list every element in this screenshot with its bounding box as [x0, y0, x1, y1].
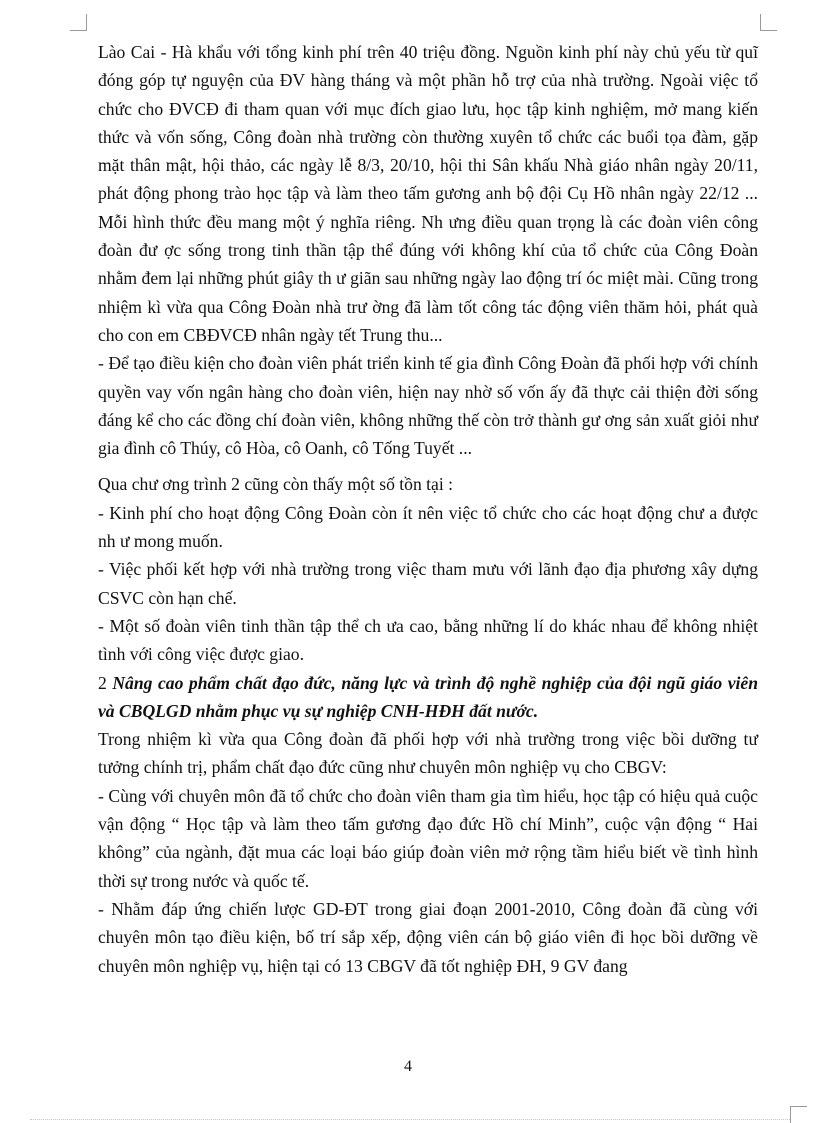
page-bottom-border	[30, 1119, 790, 1120]
list-item-campaign: - Cùng với chuyên môn đã tổ chức cho đoàn viên tham gia tìm hiểu, học tập có hiệu quả cuộc vận động “ Học tập và làm theo tấm gương đạo đức Hồ chí Minh”, cuộc vận động “ Hai không” của ngành, đặt mua các loại báo giúp đoàn viên mở rộng tầm hiểu biết về tình hình thời sự trong nước và quốc tế.	[98, 785, 758, 891]
paragraph-economic-support: - Để tạo điều kiện cho đoàn viên phát triển kinh tế gia đình Công Đoàn đã phối hợp với chính quyền vay vốn ngân hàng cho đoàn viên, hiện nay nhờ số vốn ấy đã thực cải thiện đời sống đáng kể cho các đồng chí đoàn viên, không những thế còn trở thành gư ơng sản xuất giỏi như gia đình cô Thúy, cô Hòa, cô Oanh, cô Tống Tuyết ...	[98, 353, 758, 459]
page-body	[98, 38, 758, 980]
crop-mark-top-left	[70, 14, 87, 31]
list-item-shortcoming-spirit: - Một số đoàn viên tinh thần tập thể ch ưa cao, bằng những lí do khác nhau để không nhiệt tình với công việc được giao.	[98, 615, 758, 665]
crop-mark-top-right	[760, 14, 777, 31]
section-heading-2	[98, 669, 758, 726]
crop-mark-bottom-right	[790, 1106, 807, 1123]
paragraph-training-intro: Trong nhiệm kì vừa qua Công đoàn đã phối hợp với nhà trường trong việc bồi dưỡng tư tưởng chính trị, phẩm chất đạo đức cũng như chuyên môn nghiệp vụ cho CBGV:	[98, 729, 758, 778]
paragraph-shortcomings-intro: Qua chư ơng trình 2 cũng còn thấy một số tồn tại :	[98, 474, 454, 495]
paragraph-fund-and-activities: Lào Cai - Hà khẩu với tổng kinh phí trên 40 triệu đồng. Nguồn kinh phí này chủ yếu từ quĩ đóng góp tự nguyện của ĐV hàng tháng và một phần hỗ trợ của nhà trường. Ngoài việc tổ chức cho ĐVCĐ đi tham quan với mục đích giao lưu, học tập kinh nghiệm, mở mang kiến thức và vốn sống, Công đoàn nhà trường còn thường xuyên tổ chức các buổi tọa đàm, gặp mặt thân mật, hội thảo, các ngày lễ 8/3, 20/10, hội thi Sân khấu Nhà giáo nhân ngày 20/11, phát động phong trào học tập và làm theo tấm gương anh bộ đội Cụ Hồ nhân ngày 22/12 ... Mỗi hình thức đều mang một ý nghĩa riêng. Nh ưng điều quan trọng là các đoàn viên công đoàn đư ợc sống trong tinh thần tập thể đúng với không khí của tổ chức của Công Đoàn nhằm đem lại những phút giây th ư giãn sau những ngày lao động trí óc miệt mài. Cũng trong nhiệm kì vừa qua Công Đoàn nhà trư ờng đã làm tốt công tác động viên thăm hỏi, phát quà cho con em CBĐVCĐ nhân ngày tết Trung thu...	[98, 42, 758, 345]
list-item-shortcoming-coordination: - Việc phối kết hợp với nhà trường trong việc tham mưu với lãnh đạo địa phương xây dựng CSVC còn hạn chế.	[98, 559, 758, 608]
section-title: Nâng cao phẩm chất đạo đức, năng lực và trình độ nghề nghiệp của đội ngũ giáo viên và CBQLGD nhằm phục vụ sự nghiệp CNH-HĐH đất nước.	[98, 672, 758, 721]
list-item-shortcoming-funding: - Kinh phí cho hoạt động Công Đoàn còn ít nên việc tổ chức cho các hoạt động chư a được nh ư mong muốn.	[98, 502, 758, 552]
page-number: 4	[404, 1058, 412, 1075]
list-item-strategy: - Nhằm đáp ứng chiến lược GD-ĐT trong giai đoạn 2001-2010, Công đoàn đã cùng với chuyên môn tạo điều kiện, bố trí sắp xếp, động viên cán bộ giáo viên đi học bồi dưỡng về chuyên môn nghiệp vụ, hiện tại có 13 CBGV đã tốt nghiệp ĐH, 9 GV đang	[98, 898, 758, 976]
section-number: 2	[98, 672, 113, 693]
